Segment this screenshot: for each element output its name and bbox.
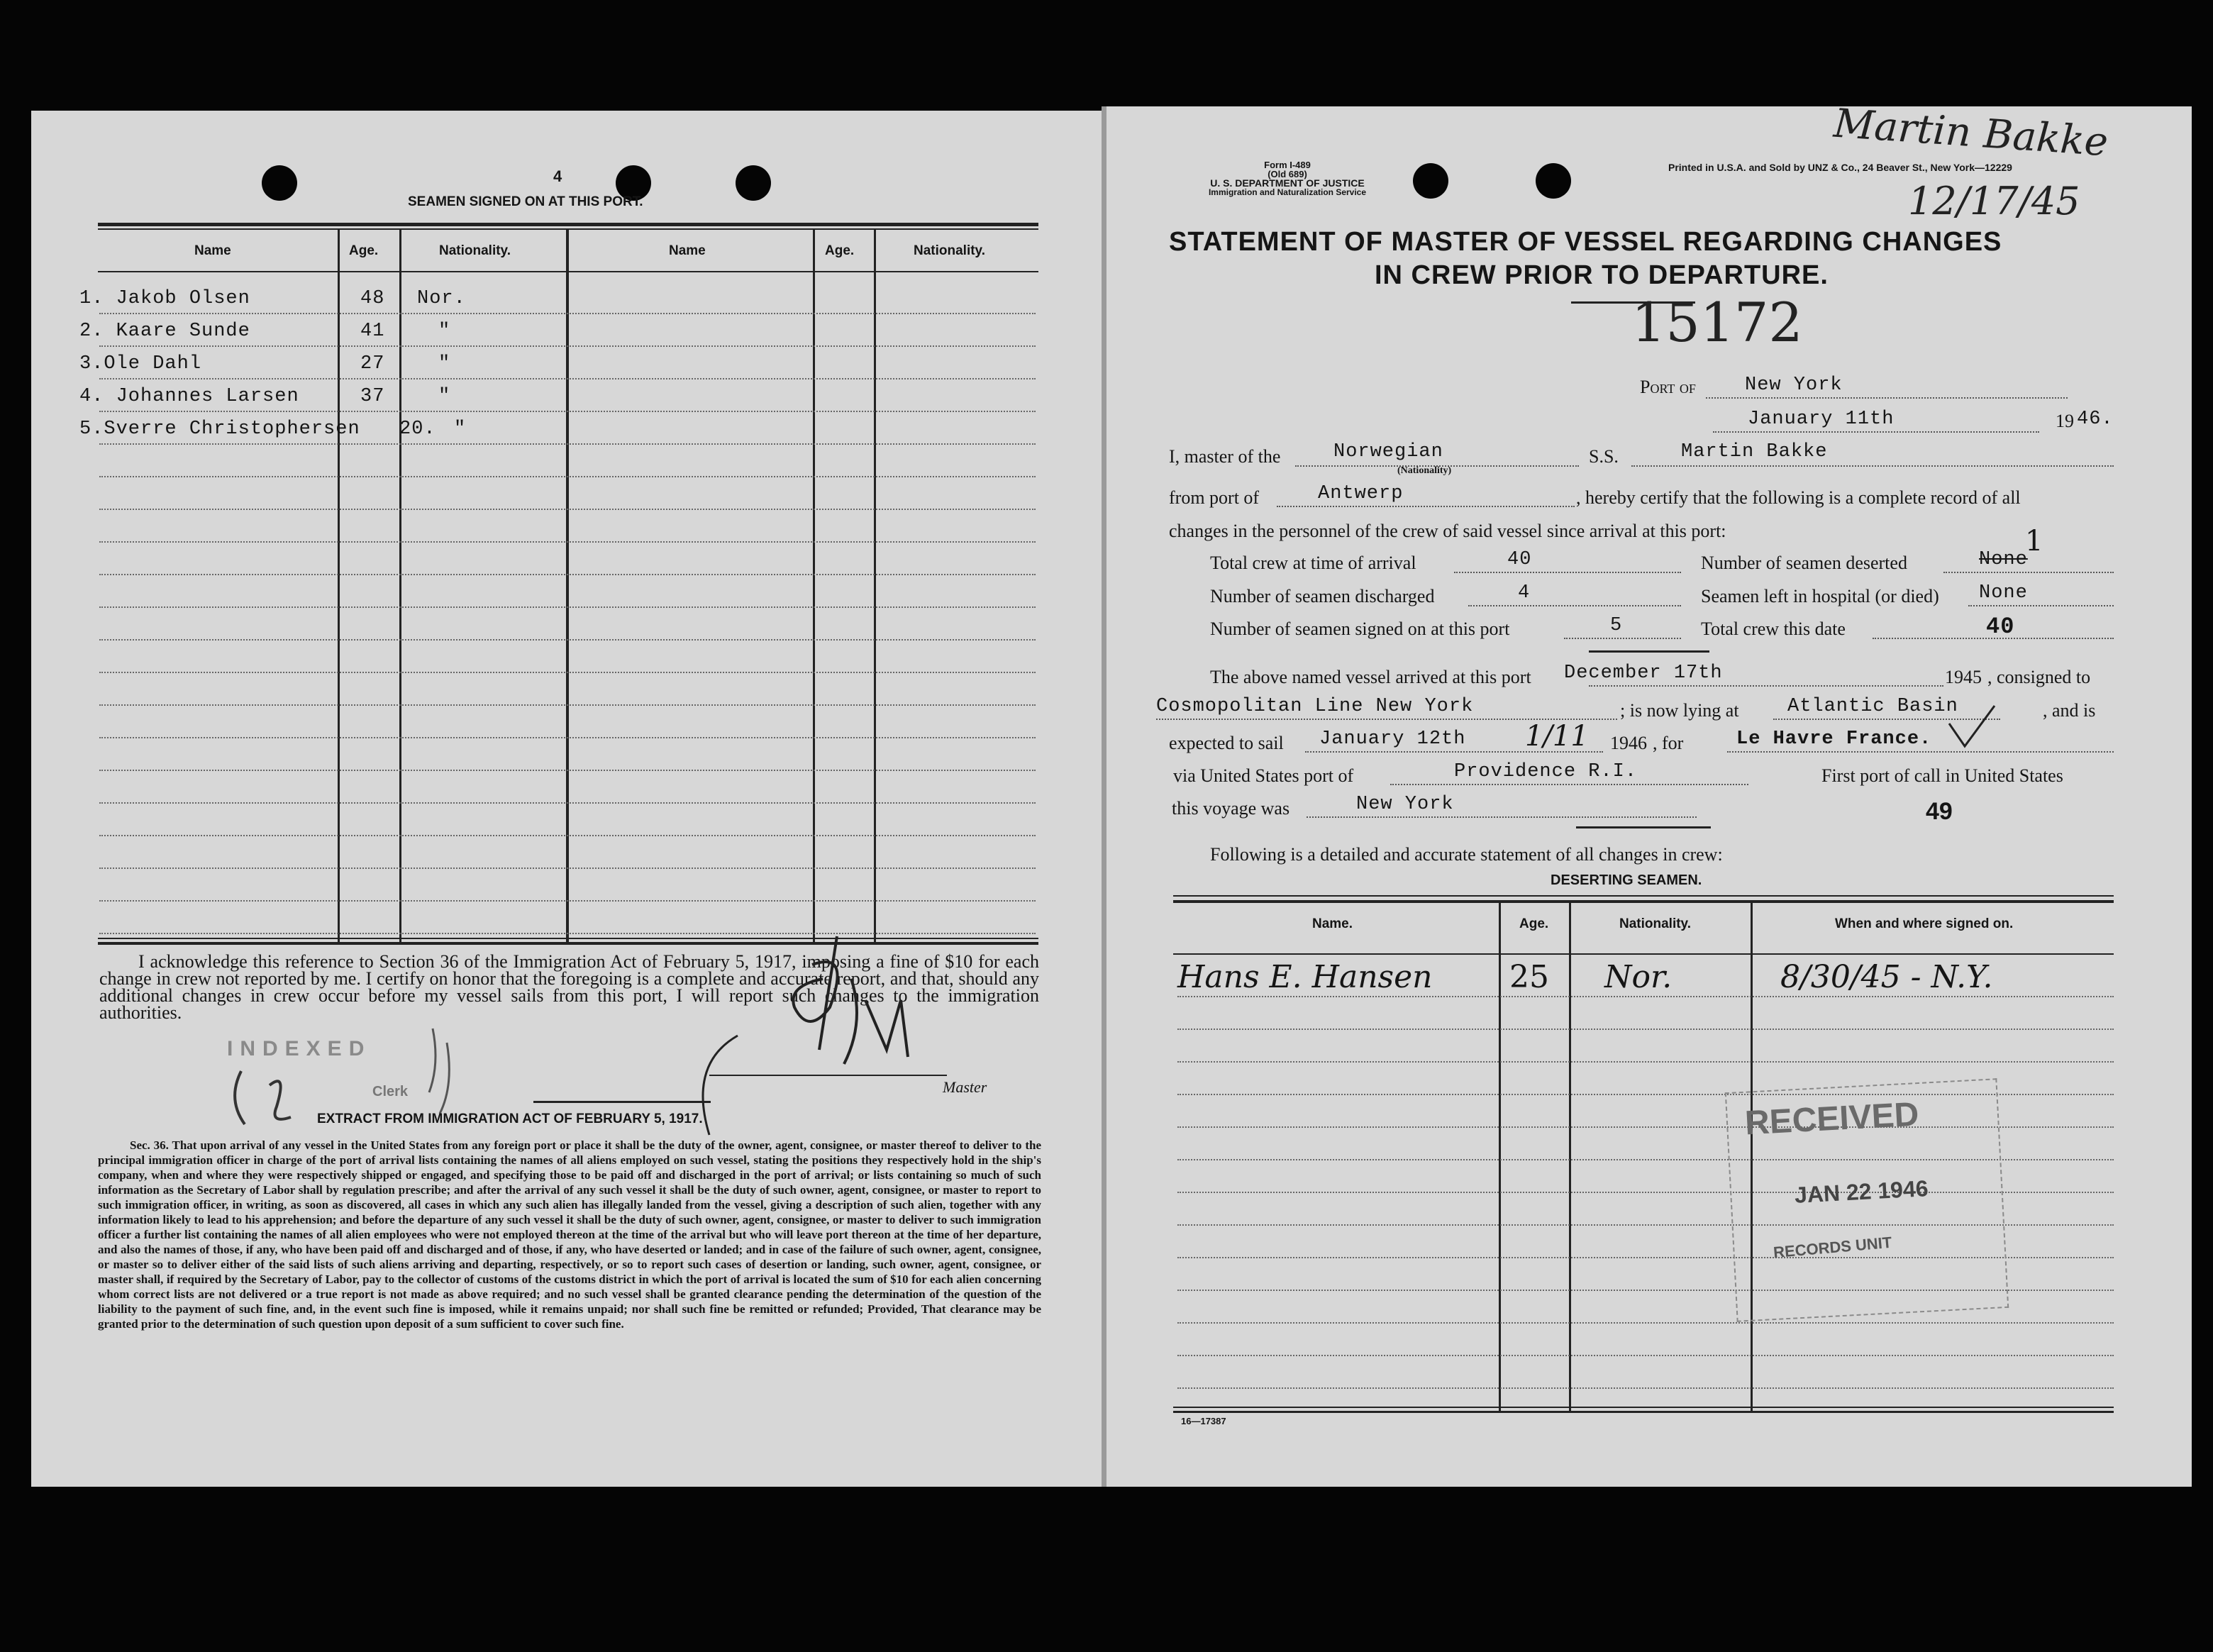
for-label: , for bbox=[1653, 733, 1684, 753]
crew-nationality: " bbox=[438, 386, 451, 407]
deserter-name: Hans E. Hansen bbox=[1177, 959, 1433, 995]
voyage-field-line bbox=[1307, 816, 1697, 818]
deserter-age: 25 bbox=[1509, 959, 1549, 995]
crew-name: 3.Ole Dahl bbox=[79, 353, 202, 375]
records-unit-stamp: RECORDS UNIT bbox=[1773, 1233, 1893, 1262]
via-field-line bbox=[1390, 784, 1748, 785]
discharged-value: 4 bbox=[1518, 582, 1531, 604]
extract-title: EXTRACT FROM IMMIGRATION ACT OF FEBRUARY 5, 1917. bbox=[317, 1112, 703, 1126]
table-row-line bbox=[99, 378, 1036, 379]
discharged-label: Number of seamen discharged bbox=[1210, 586, 1435, 606]
via-label: via United States port of bbox=[1173, 765, 1354, 786]
section-36-text: Sec. 36. That upon arrival of any vessel in the United States from any foreign port or place it shall be the duty of the owner, agent, consignee, or master thereof to deliver to the principal immigration officer in charge of the port of arrival lists containing the names of all aliens employed on such vessel, stating the positions they respectively hold in the ship's company, when and where they were respectively shipped or engaged, and specifying those to be paid off and discharged in the port of arrival; or lists containing so much of such information as the Secretary of Labor shall by regulation prescribe; and after the arrival of any such vessel it shall be the duty of such owner, agent, consignee, or master to report to such immigration officer, in writing, as soon as discovered, all cases in which any such alien has illegally landed from the vessel, giving a description of such alien, together with any information likely to lead to his apprehension; and before the departure of any such vessel it shall be the duty of such owner, agent, consignee, or master to deliver to such immigration officer a further list containing the names of all alien employees who were not employed thereon at the time of the arrival but who will leave port thereon at the time of her departure, and also the names of those, if any, who have been paid off and discharged and of those, if any, who have deserted or landed; and in case of the failure of such owner, agent, consignee, or master so to deliver either of the said lists of such aliens arriving and departing, respectively, or so to report such cases of desertion or landing, such owner, agent, consignee, or master shall, if required by the Secretary of Labor, pay to the collector of customs of the customs district in which the port of arrival is located the sum of $10 for each alien concerning whom correct lists are not delivered or a true report is not made as above required; and no such vessel shall be granted clearance pending the determination of the question of the liability to the payment of such fine, and, in the event such fine is imposed, while it remains unpaid; nor shall such fine be remitted or refunded; Provided, That clearance may be granted prior to the determination of such question upon deposit of a sum sufficient to cover such fine. bbox=[98, 1138, 1041, 1331]
punch-hole bbox=[1536, 163, 1571, 199]
table-row-line bbox=[99, 411, 1036, 412]
hospital-label: Seamen left in hospital (or died) bbox=[1701, 586, 1939, 606]
received-date: JAN 22 1946 bbox=[1794, 1175, 1929, 1208]
table-row-line bbox=[1177, 996, 2114, 997]
table-row-line bbox=[99, 574, 1036, 575]
table-row-line bbox=[99, 345, 1036, 347]
signed-on-label: Number of seamen signed on at this port bbox=[1210, 619, 1510, 639]
voyage-label: this voyage was bbox=[1172, 798, 1290, 819]
from-port-value: Antwerp bbox=[1318, 483, 1404, 504]
column-header-age: Age. bbox=[349, 243, 379, 258]
crew-age: 48 bbox=[360, 288, 385, 309]
table-row-line bbox=[99, 443, 1036, 445]
expected-handwritten: 1/11 bbox=[1525, 720, 1589, 753]
signed-on-value: 5 bbox=[1610, 615, 1623, 636]
and-is-text: , and is bbox=[2043, 700, 2096, 721]
table-row-line bbox=[99, 476, 1036, 477]
table-row-line bbox=[99, 770, 1036, 771]
hospital-value: None bbox=[1979, 582, 2028, 604]
form-title-line-2: IN CREW PRIOR TO DEPARTURE. bbox=[1375, 260, 1829, 290]
table-row-line bbox=[1177, 1322, 2114, 1324]
indexed-stamp: INDEXED bbox=[227, 1037, 372, 1060]
column-header-age: Age. bbox=[1519, 916, 1549, 931]
expected-year: 1946 bbox=[1610, 733, 1647, 753]
table-row-line bbox=[99, 639, 1036, 641]
discharged-field-line bbox=[1468, 605, 1681, 606]
crew-nationality: " bbox=[454, 418, 467, 440]
consigned-label: , consigned to bbox=[1987, 667, 2091, 687]
port-label: Port of bbox=[1640, 377, 1696, 397]
destination-value: Le Havre France. bbox=[1736, 728, 1932, 750]
table-bottom-rule bbox=[1173, 1411, 2114, 1413]
received-stamp: RECEIVED bbox=[1743, 1095, 1920, 1143]
crew-name: 4. Johannes Larsen bbox=[79, 386, 299, 407]
hospital-field-line bbox=[1968, 605, 2114, 606]
vessel-field-line bbox=[1631, 465, 2114, 467]
arrived-field-line bbox=[1589, 685, 1943, 687]
total-arrival-label: Total crew at time of arrival bbox=[1210, 553, 1416, 573]
nationality-caption: (Nationality) bbox=[1397, 465, 1452, 476]
arrived-value: December 17th bbox=[1564, 663, 1723, 684]
table-row-line bbox=[99, 900, 1036, 902]
table-top-rule bbox=[1173, 900, 2114, 903]
arrived-year: 1945 bbox=[1945, 667, 1982, 687]
for-field-line bbox=[1727, 751, 2114, 753]
expected-label: expected to sail bbox=[1169, 733, 1284, 753]
signed-on-field-line bbox=[1564, 638, 1681, 639]
following-text: Following is a detailed and accurate statement of all changes in crew: bbox=[1210, 844, 1723, 865]
from-port-label: from port of bbox=[1169, 487, 1260, 508]
total-date-value: 40 bbox=[1986, 614, 2015, 640]
acknowledgement-text: I acknowledge this reference to Section 36 of the Immigration Act of February 5, 1917, imposing a fine of $10 for each change in crew not reported by me. I certify on honor that the foregoing is a complete and accurate report, and that, should any additional changes in crew occur before my vessel sails from this port, I will report such changes to the immigration authorities. bbox=[99, 951, 1039, 1023]
rule bbox=[1589, 650, 1709, 653]
deserted-field-line bbox=[1943, 572, 2114, 573]
arrived-label: The above named vessel arrived at this port bbox=[1210, 667, 1531, 687]
expected-value: January 12th bbox=[1319, 728, 1466, 750]
column-header-name: Name bbox=[669, 243, 706, 258]
deserted-correction: 1 bbox=[2025, 525, 2043, 558]
port-field-line bbox=[1706, 397, 2068, 399]
table-bottom-rule bbox=[1173, 1407, 2114, 1408]
table-row-line bbox=[99, 672, 1036, 673]
table-row-line bbox=[1177, 1061, 2114, 1063]
date-field-line bbox=[1713, 431, 2039, 433]
deserting-title: DESERTING SEAMEN. bbox=[1551, 872, 1702, 888]
page-number: 4 bbox=[553, 167, 562, 185]
from-port-field-line bbox=[1277, 506, 1575, 507]
total-arrival-value: 40 bbox=[1507, 549, 1532, 570]
punch-hole bbox=[262, 165, 297, 201]
voyage-value: New York bbox=[1356, 794, 1454, 815]
form-old: (Old 689) bbox=[1268, 169, 1307, 179]
department-name: U. S. DEPARTMENT OF JUSTICE bbox=[1210, 177, 1365, 189]
via-value: Providence R.I. bbox=[1454, 761, 1638, 782]
date-value: January 11th bbox=[1748, 409, 1895, 430]
table-row-line bbox=[99, 541, 1036, 543]
total-arrival-field-line bbox=[1454, 572, 1681, 573]
year-value: 46. bbox=[2077, 409, 2114, 430]
clerk-stamp: Clerk bbox=[372, 1084, 409, 1099]
signature-line bbox=[709, 1075, 947, 1076]
table-row-line bbox=[99, 835, 1036, 836]
crew-age: 27 bbox=[360, 353, 385, 375]
table-row-line bbox=[1177, 1387, 2114, 1389]
table-row-line bbox=[1177, 1355, 2114, 1356]
punch-hole bbox=[1413, 163, 1448, 199]
crew-age: 37 bbox=[360, 386, 385, 407]
file-number: 15172 bbox=[1631, 291, 1803, 354]
certify-text: , hereby certify that the following is a complete record of all bbox=[1576, 487, 2021, 508]
total-date-label: Total crew this date bbox=[1701, 619, 1846, 639]
crew-nationality: " bbox=[438, 353, 451, 375]
page-number-right: 49 bbox=[1926, 798, 1953, 825]
nationality-value: Norwegian bbox=[1333, 441, 1443, 462]
form-id-block bbox=[1202, 160, 1372, 197]
column-header-nationality: Nationality. bbox=[1619, 916, 1691, 931]
punch-hole bbox=[736, 165, 771, 201]
form-number: Form I-489 bbox=[1264, 160, 1311, 170]
table-row-line bbox=[99, 802, 1036, 804]
column-header-nationality: Nationality. bbox=[439, 243, 511, 258]
crew-name: 2. Kaare Sunde bbox=[79, 321, 250, 342]
table-row-line bbox=[1177, 1029, 2114, 1030]
table-row-line bbox=[99, 606, 1036, 608]
lying-value: Atlantic Basin bbox=[1787, 696, 1958, 717]
handwritten-date: 12/17/45 bbox=[1908, 179, 2080, 223]
consignee-value: Cosmopolitan Line New York bbox=[1156, 696, 1474, 717]
table-row-line bbox=[99, 313, 1036, 314]
column-header-age: Age. bbox=[825, 243, 855, 258]
column-divider bbox=[1499, 902, 1501, 1411]
port-value: New York bbox=[1745, 375, 1843, 396]
crew-age: 20. bbox=[399, 418, 436, 440]
deserted-label: Number of seamen deserted bbox=[1701, 553, 1907, 573]
vessel-name: Martin Bakke bbox=[1681, 441, 1828, 462]
table-row-line bbox=[99, 509, 1036, 510]
first-port-label: First port of call in United States bbox=[1821, 765, 2063, 786]
column-divider bbox=[1569, 902, 1571, 1411]
crew-nationality: Nor. bbox=[417, 288, 466, 309]
table-row-line bbox=[99, 867, 1036, 869]
deserted-value: None bbox=[1979, 549, 2028, 570]
deserter-nationality: Nor. bbox=[1604, 959, 1673, 995]
footer-code: 16—17387 bbox=[1181, 1416, 1226, 1426]
handwritten-vessel-name: Martin Bakke bbox=[1832, 100, 2110, 166]
table-top-rule bbox=[98, 223, 1038, 226]
lying-label: ; is now lying at bbox=[1620, 700, 1739, 721]
crew-age: 41 bbox=[360, 321, 385, 342]
rule bbox=[1576, 826, 1711, 828]
year-prefix: 19 bbox=[2056, 411, 2074, 431]
ss-label: S.S. bbox=[1589, 446, 1619, 467]
signature-line bbox=[533, 1101, 711, 1103]
master-of-label: I, master of the bbox=[1169, 446, 1281, 467]
table-row-line bbox=[99, 737, 1036, 738]
service-name: Immigration and Naturalization Service bbox=[1208, 187, 1367, 197]
crew-name: 1. Jakob Olsen bbox=[79, 288, 250, 309]
deserter-signed-on: 8/30/45 - N.Y. bbox=[1780, 959, 1993, 995]
table-top-rule bbox=[1173, 895, 2114, 897]
form-title-line-1: STATEMENT OF MASTER OF VESSEL REGARDING CHANGES bbox=[1169, 227, 2002, 257]
crew-name: 5.Sverre Christophersen bbox=[79, 418, 360, 440]
changes-text: changes in the personnel of the crew of said vessel since arrival at this port: bbox=[1169, 521, 1726, 541]
table-row-line bbox=[99, 704, 1036, 706]
check-mark-icon bbox=[1943, 702, 2000, 752]
section-title: SEAMEN SIGNED ON AT THIS PORT. bbox=[408, 194, 643, 209]
master-label: Master bbox=[943, 1078, 987, 1096]
crew-nationality: " bbox=[438, 321, 451, 342]
column-header-signed-on: When and where signed on. bbox=[1835, 916, 2014, 931]
column-header-name: Name bbox=[194, 243, 231, 258]
column-header-nationality: Nationality. bbox=[914, 243, 985, 258]
printer-note: Printed in U.S.A. and Sold by UNZ & Co., 24 Beaver St., New York—12229 bbox=[1668, 162, 2012, 173]
table-header-rule bbox=[1173, 953, 2114, 955]
column-header-name: Name. bbox=[1312, 916, 1353, 931]
